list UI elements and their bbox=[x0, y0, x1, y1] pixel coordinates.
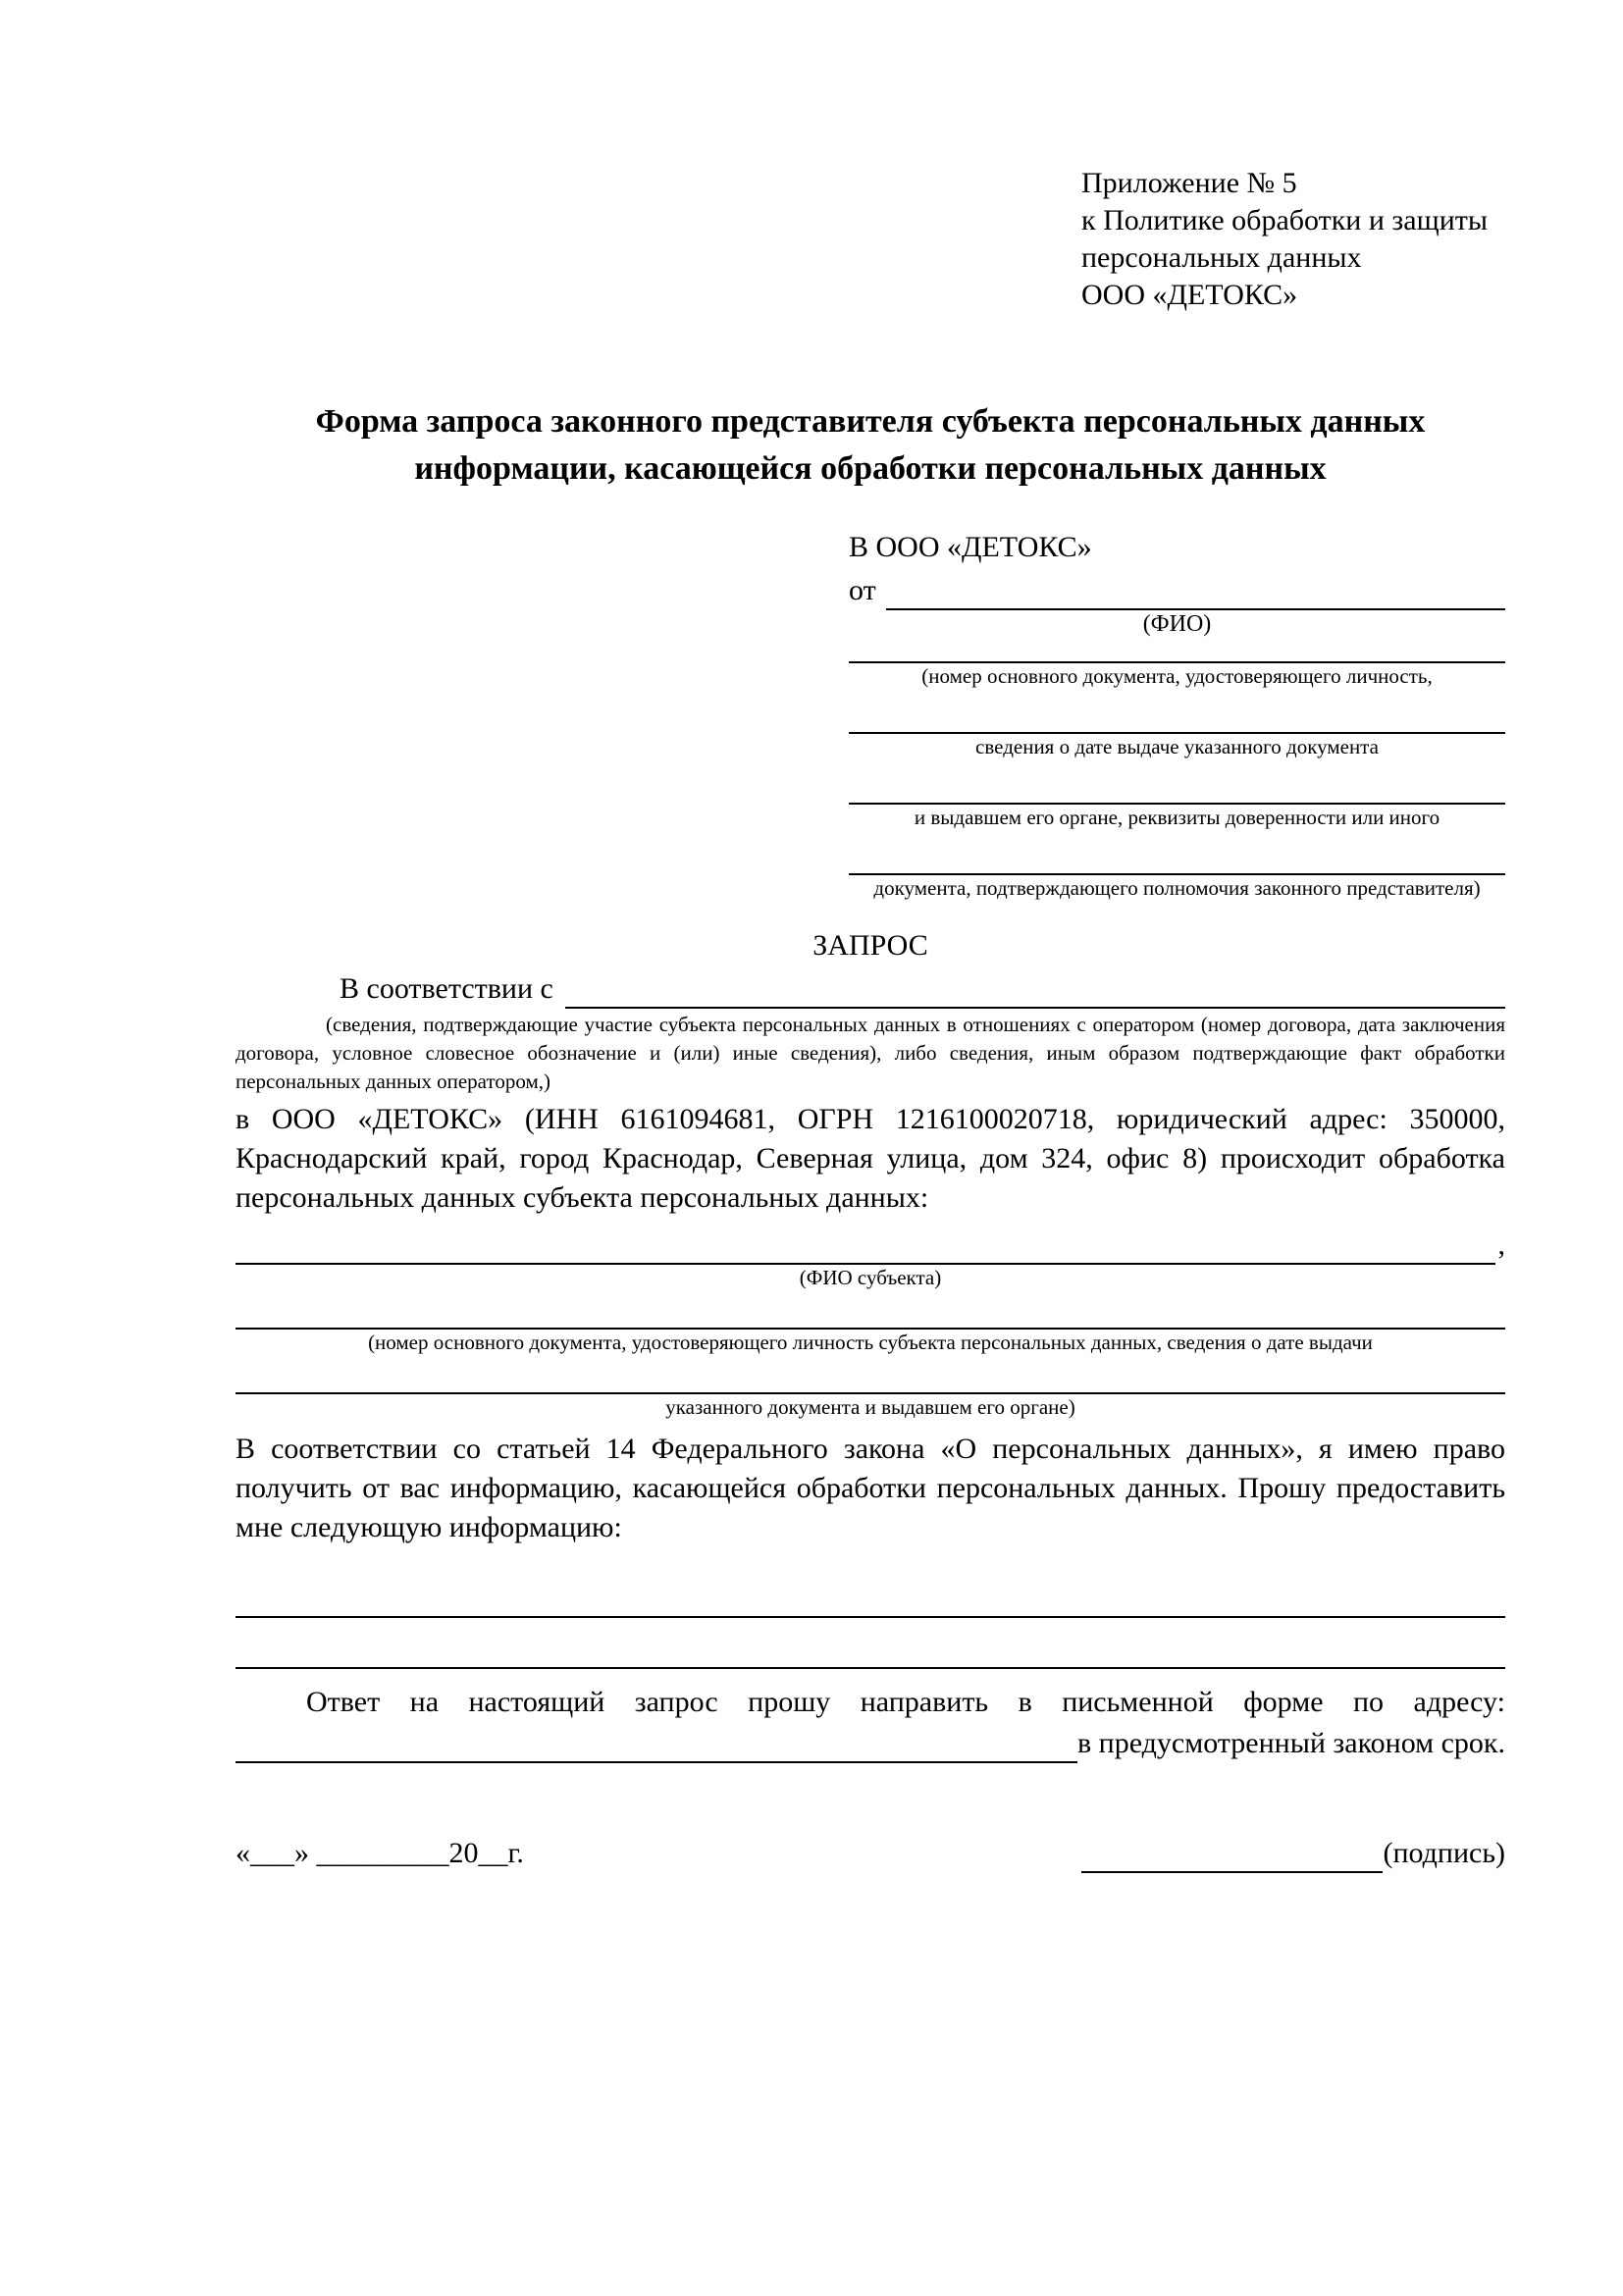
addressee-block bbox=[849, 528, 1505, 901]
subject-doc-field-2[interactable] bbox=[236, 1369, 1505, 1394]
reply-tail: в предусмотренный законом срок. bbox=[1077, 1727, 1505, 1759]
basis-label: В соответствии с bbox=[340, 972, 553, 1005]
signature-group bbox=[1081, 1834, 1505, 1873]
subject-fio-row bbox=[236, 1228, 1505, 1265]
representative-doc-field-1[interactable] bbox=[849, 638, 1505, 663]
signature-field[interactable] bbox=[1081, 1840, 1383, 1873]
requested-info-field-1[interactable] bbox=[236, 1616, 1505, 1618]
addressee-to: В ООО «ДЕТОКС» bbox=[849, 531, 1092, 563]
subject-doc-caption-1: (номер основного документа, удостоверяющего личность субъекта персональных данных, сведения о дате выдачи bbox=[368, 1331, 1373, 1354]
from-row bbox=[849, 569, 1505, 610]
reply-address-field[interactable] bbox=[236, 1761, 1077, 1763]
appendix-line: к Политике обработки и защиты bbox=[1081, 204, 1489, 236]
signature-caption: (подпись) bbox=[1383, 1837, 1505, 1869]
subject-fio-caption: (ФИО субъекта) bbox=[799, 1266, 942, 1289]
page-title-line-2: информации, касающейся обработки персональных данных bbox=[414, 450, 1327, 487]
appendix-line: персональных данных bbox=[1081, 241, 1362, 274]
subject-fio-suffix: , bbox=[1497, 1228, 1505, 1261]
page-title bbox=[236, 398, 1505, 493]
reply-paragraph: Ответ на настоящий запрос прошу направить в письменной форме по адресу: bbox=[306, 1686, 1505, 1718]
reply-address-row bbox=[236, 1722, 1505, 1763]
representative-doc-caption-3: и выдавшем его органе, реквизиты доверенности или иного bbox=[914, 806, 1440, 829]
representative-doc-caption-4: документа, подтверждающего полномочия законного представителя) bbox=[873, 876, 1481, 900]
law-paragraph: В соответствии со статьей 14 Федерального закона «О персональных данных», я имею право получить от вас информацию, касающейся обработки персональных данных. Прошу предоставить мне следующую информацию: bbox=[236, 1433, 1505, 1543]
representative-doc-field-4[interactable] bbox=[849, 850, 1505, 875]
appendix-line: Приложение № 5 bbox=[1081, 167, 1297, 199]
representative-doc-field-2[interactable] bbox=[849, 708, 1505, 734]
page-title-line-1: Форма запроса законного представителя субъекта персональных данных bbox=[315, 403, 1426, 440]
subject-doc-caption-2: указанного документа и выдавшем его органе) bbox=[665, 1395, 1075, 1419]
date-line: «___» _________20__г. bbox=[236, 1837, 524, 1869]
basis-note: (сведения, подтверждающие участие субъекта персональных данных в отношениях с оператором (номер договора, дата заключения договора, условное словесное обозначение и (или) иные сведения), либо сведения, иным образом подтверждающие факт обработки персональных данных оператором,) bbox=[236, 1013, 1505, 1093]
representative-doc-field-3[interactable] bbox=[849, 779, 1505, 805]
representative-doc-caption-2: сведения о дате выдаче указанного документа bbox=[975, 735, 1379, 758]
request-heading: ЗАПРОС bbox=[812, 929, 928, 962]
appendix-line: ООО «ДЕТОКС» bbox=[1081, 279, 1298, 311]
representative-doc-group bbox=[849, 638, 1505, 901]
subject-doc-field-1[interactable] bbox=[236, 1304, 1505, 1330]
operator-paragraph: в ООО «ДЕТОКС» (ИНН 6161094681, ОГРН 1216100020718, юридический адрес: 350000, Краснодарский край, город Краснодар, Северная улица, дом 324, офис 8) происходит обработка персональных данных субъекта персональных данных: bbox=[236, 1103, 1505, 1214]
basis-field[interactable] bbox=[565, 1007, 1505, 1009]
appendix-header bbox=[1081, 165, 1505, 314]
requested-info-field-2[interactable] bbox=[236, 1667, 1505, 1669]
fio-caption: (ФИО) bbox=[1142, 611, 1212, 637]
representative-doc-caption-1: (номер основного документа, удостоверяющего личность, bbox=[921, 664, 1433, 688]
footer-row bbox=[236, 1834, 1505, 1873]
from-label: от bbox=[849, 574, 876, 606]
basis-row bbox=[236, 967, 1505, 1009]
